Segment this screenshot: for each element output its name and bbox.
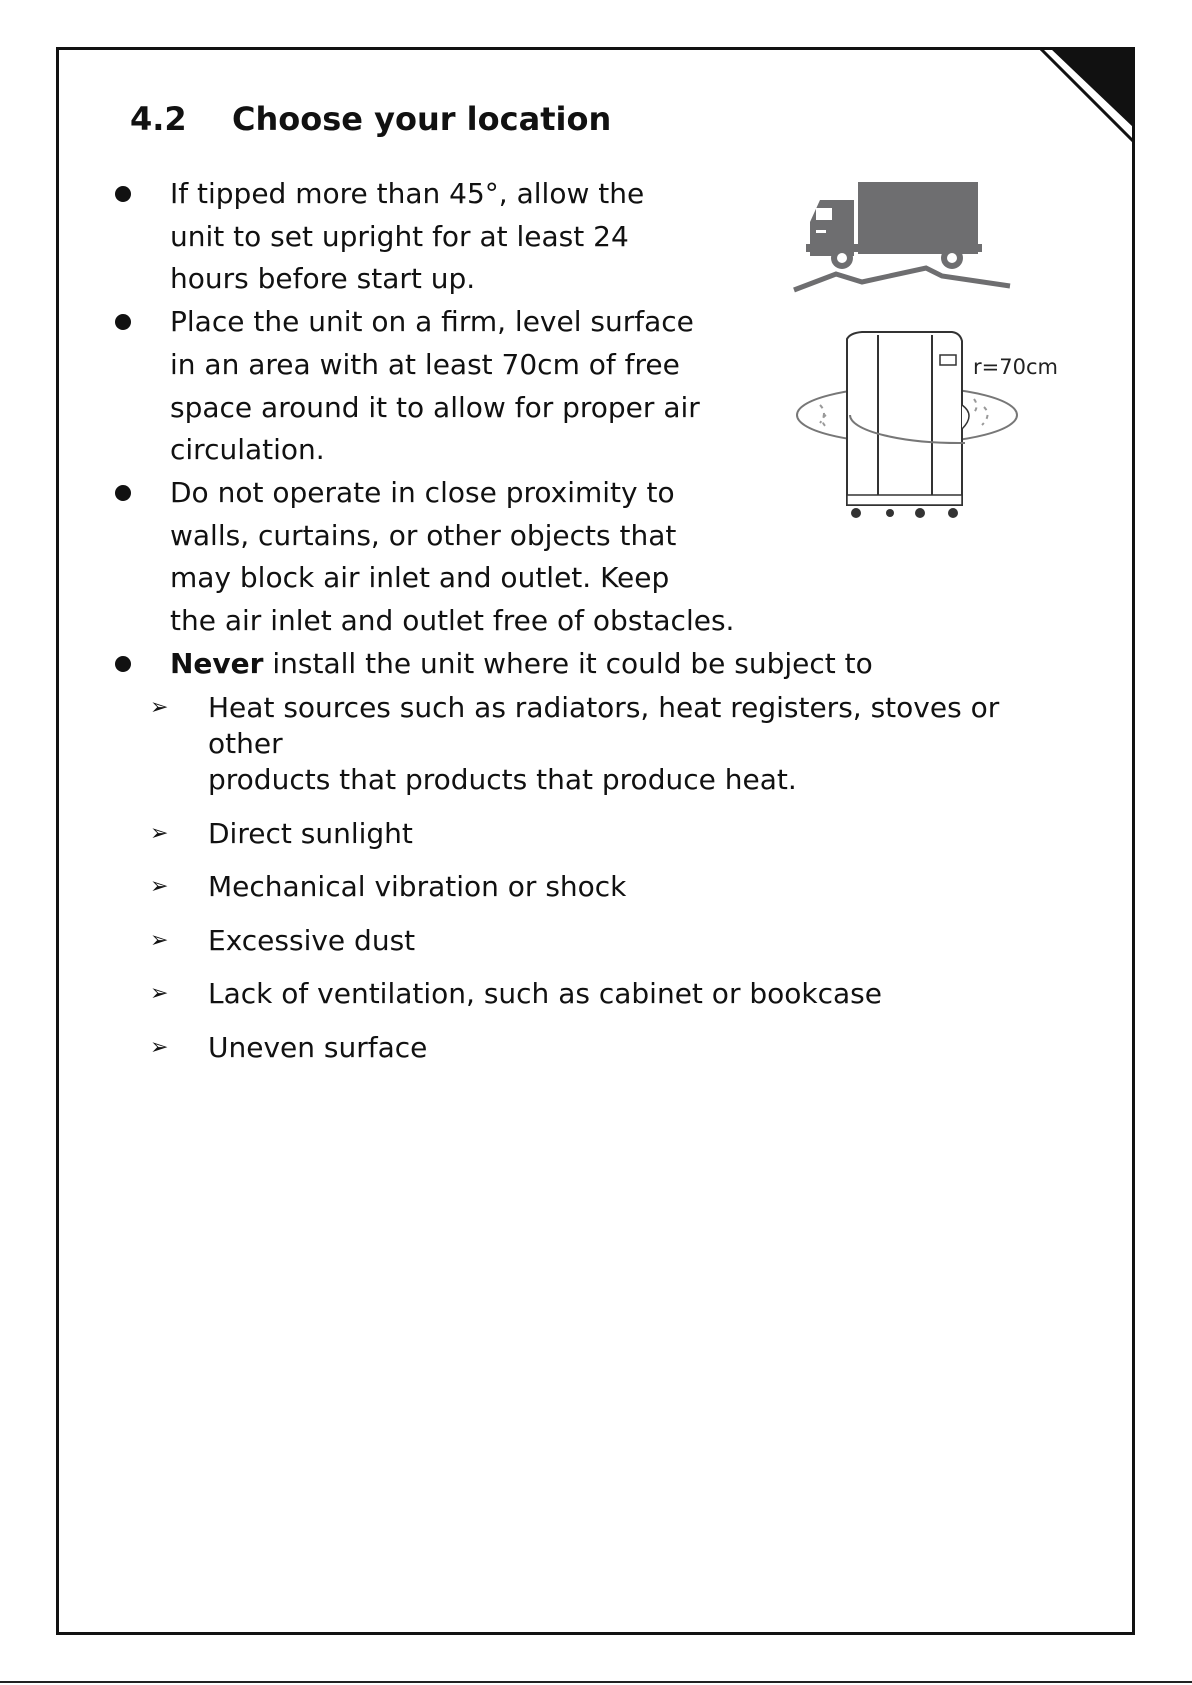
sub-item-text: Mechanical vibration or shock <box>208 870 627 903</box>
page-corner-tab <box>1040 46 1136 146</box>
bullet-text: Do not operate in close proximity to walls, curtains, or other objects that may block air inlet and outlet. Keep the air inlet and outlet free of obstacles. <box>170 475 735 638</box>
arrow-bullet-icon: ➢ <box>150 820 169 846</box>
arrow-bullet-icon: ➢ <box>150 1034 169 1060</box>
sub-item-text: Lack of ventilation, such as cabinet or bookcase <box>208 977 882 1010</box>
bullet-icon <box>115 314 131 330</box>
bullet-icon <box>115 485 131 501</box>
bullet-text <box>170 643 1110 686</box>
arrow-bullet-icon: ➢ <box>150 695 169 720</box>
page-bottom-divider <box>0 1681 1192 1683</box>
bullet-icon <box>115 186 131 202</box>
bullet-text: Place the unit on a firm, level surface in an area with at least 70cm of free space around it to allow for proper air circulation. <box>170 305 700 467</box>
sub-list <box>150 690 1070 1083</box>
portable-air-conditioner-icon <box>790 325 1080 530</box>
arrow-bullet-icon: ➢ <box>150 981 169 1006</box>
section-number: 4.2 <box>130 100 187 138</box>
sub-item-text: Direct sunlight <box>208 816 413 850</box>
list-item <box>150 690 1070 798</box>
truck-icon <box>792 178 1022 298</box>
bullet-icon <box>115 656 131 672</box>
list-item <box>110 643 1110 686</box>
bullet-text: If tipped more than 45°, allow the unit to set upright for at least 24 hours before start up. <box>170 177 645 296</box>
list-item <box>150 869 1070 905</box>
section-heading <box>130 100 611 138</box>
arrow-bullet-icon: ➢ <box>150 927 169 953</box>
list-item <box>150 976 1070 1012</box>
sub-item-text: Uneven surface <box>208 1030 428 1064</box>
bullet-text-rest: install the unit where it could be subject to <box>263 646 873 680</box>
emphasis-never: Never <box>170 646 264 680</box>
list-item <box>150 1030 1070 1066</box>
sub-item-text: Excessive dust <box>208 923 416 957</box>
list-item <box>150 816 1070 852</box>
sub-item-text: Heat sources such as radiators, heat registers, stoves or other products that products that produce heat. <box>208 691 1000 796</box>
clearance-radius-label: r=70cm <box>973 355 1058 379</box>
arrow-bullet-icon: ➢ <box>150 874 169 899</box>
list-item <box>150 923 1070 959</box>
section-title: Choose your location <box>232 100 612 138</box>
